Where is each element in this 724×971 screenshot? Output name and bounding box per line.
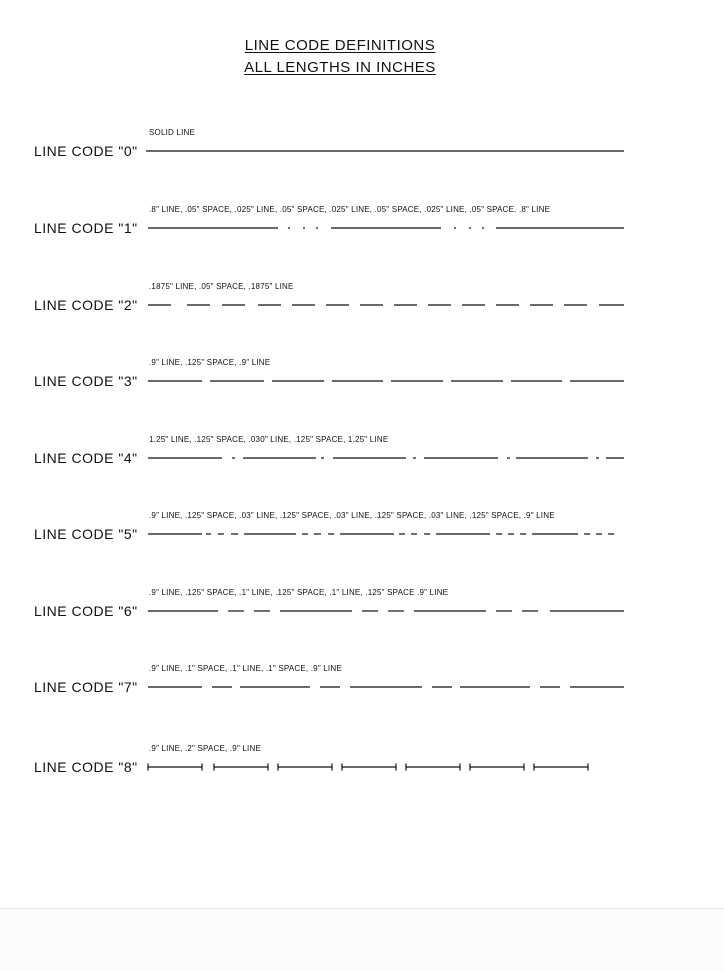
line-code-4-description: 1.25" LINE, .125" SPACE, .030" LINE, .125" SPACE, 1.25" LINE — [149, 435, 389, 444]
line-code-7-label: LINE CODE "7" — [34, 679, 138, 695]
page-subtitle: ALL LENGTHS IN INCHES — [244, 59, 436, 76]
line-code-1-description: .8" LINE, .05" SPACE, .025" LINE, .05" SPACE, .025" LINE, .05" SPACE, .025" LINE, .05" SPACE. .8" LINE — [149, 205, 551, 214]
line-code-1-label: LINE CODE "1" — [34, 220, 138, 236]
page-bottom-edge — [0, 908, 724, 971]
page-title: LINE CODE DEFINITIONS — [244, 37, 436, 54]
line-code-0-description: SOLID LINE — [149, 128, 196, 137]
line-code-5-label: LINE CODE "5" — [34, 526, 138, 542]
line-code-0-pattern — [146, 145, 626, 157]
line-code-8-label: LINE CODE "8" — [34, 759, 138, 775]
line-code-2-label: LINE CODE "2" — [34, 297, 138, 313]
line-code-6-pattern — [146, 605, 626, 617]
line-code-3-pattern — [146, 375, 626, 387]
line-code-2-description: .1875" LINE, .05" SPACE, .1875" LINE — [149, 282, 294, 291]
line-code-3-label: LINE CODE "3" — [34, 373, 138, 389]
line-code-0-label: LINE CODE "0" — [34, 143, 138, 159]
line-code-3-description: .9" LINE, .125" SPACE, .9" LINE — [149, 358, 271, 367]
line-code-7-pattern — [146, 681, 626, 693]
line-code-6-description: .9" LINE, .125" SPACE, .1" LINE, .125" SPACE, .1" LINE, .125" SPACE .9" LINE — [149, 588, 449, 597]
line-code-7-description: .9" LINE, .1" SPACE, .1" LINE, .1" SPACE, .9" LINE — [149, 664, 342, 673]
line-code-8-pattern — [146, 761, 626, 773]
line-code-4-label: LINE CODE "4" — [34, 450, 138, 466]
line-code-1-pattern — [146, 222, 626, 234]
line-code-6-label: LINE CODE "6" — [34, 603, 138, 619]
line-code-5-description: .9" LINE, .125" SPACE, .03" LINE, .125" SPACE, .03" LINE, .125" SPACE, .03" LINE, .125" SPACE, .9" LINE — [149, 511, 555, 520]
line-code-8-description: .9" LINE, .2" SPACE, .9" LINE — [149, 744, 261, 753]
line-code-2-pattern — [146, 299, 626, 311]
line-code-5-pattern — [146, 528, 626, 540]
line-code-4-pattern — [146, 452, 626, 464]
